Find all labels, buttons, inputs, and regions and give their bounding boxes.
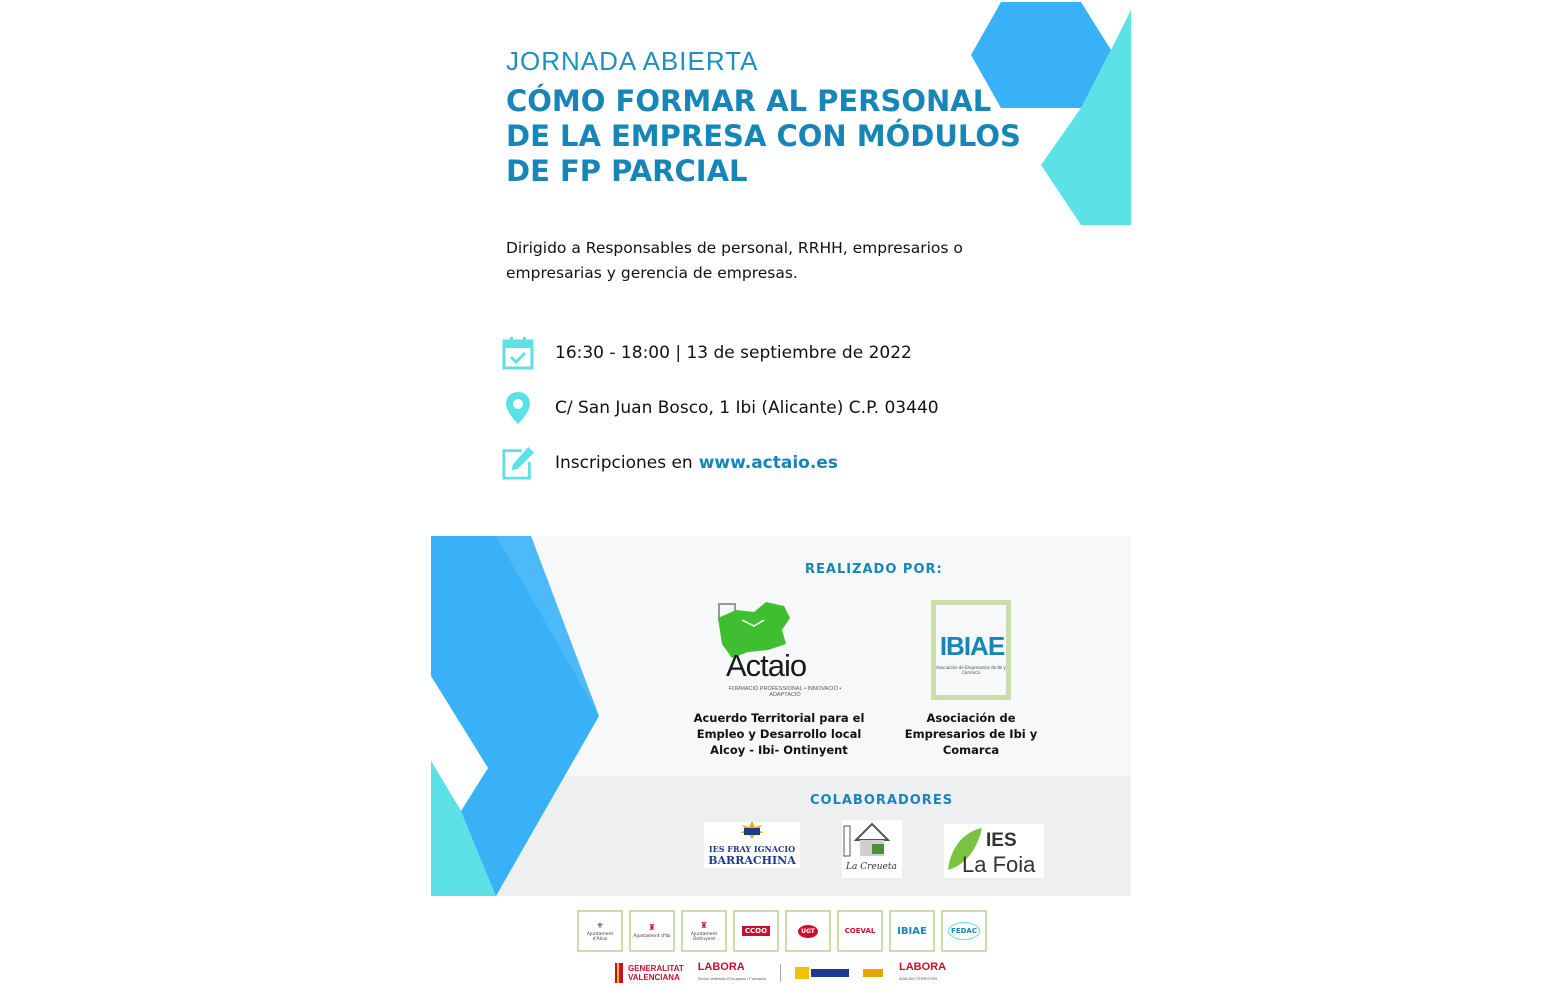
spain-ministry-logos (795, 966, 849, 980)
actaio-logo-word: Actaio (726, 648, 807, 683)
logo-la-creueta (842, 820, 902, 878)
sponsor-ibiae: IBIAE (889, 910, 935, 952)
registration-label: Inscripciones en (555, 453, 693, 473)
logo-ies-fray-ignacio (704, 822, 800, 868)
organizers-heading: REALIZADO POR: (805, 562, 943, 577)
organizer-actaio (689, 600, 869, 758)
calendar-check-icon (501, 334, 535, 372)
sponsor-alcoi: ⚜ Ajuntament d'Alcoi (577, 910, 623, 952)
sponsor-ugt: UGT (785, 910, 831, 952)
spain-employment-logo (863, 966, 885, 980)
ibiae-logo (931, 600, 1011, 700)
labora-avalem-logo: LABORA AVALEM TERRITORI (898, 961, 947, 981)
sponsor-logos (577, 910, 987, 952)
fray-star-icon (704, 822, 800, 838)
event-datetime: 16:30 - 18:00 | 13 de septiembre de 2022 (555, 343, 912, 363)
collaborators-heading: COLABORADORES (810, 793, 954, 808)
organizer-ibiae (896, 600, 1046, 758)
logo-ies-la-foia (944, 824, 1044, 878)
actaio-logo (714, 600, 844, 700)
info-location (501, 388, 1061, 428)
edit-pencil-icon (501, 444, 535, 482)
info-datetime (501, 333, 1061, 373)
target-audience: Dirigido a Responsables de personal, RRHH, empresarios o empresarias y gerencia de empresas. (506, 239, 963, 282)
sponsor-fedac: FEDAC (941, 910, 987, 952)
event-address: C/ San Juan Bosco, 1 Ibi (Alicante) C.P. 03440 (555, 398, 939, 418)
sponsor-ontinyent: ♜ Ajuntament Ontinyent (681, 910, 727, 952)
ibiae-logo-tagline: Asociación de Empresarios de Ibi y Comarca (936, 665, 1006, 675)
sponsor-ibi: ♜ Ajuntament d'Ibi (629, 910, 675, 952)
actaio-caption: Acuerdo Territorial para el Empleo y Desarrollo local Alcoy - Ibi- Ontinyent (693, 711, 865, 757)
registration-link[interactable]: www.actaio.es (698, 453, 838, 473)
actaio-logo-tagline: FORMACIÓ PROFESSIONAL • INNOVACIÓ • ADAPTACIÓ (728, 686, 842, 698)
map-pin-icon (501, 389, 535, 427)
ibiae-logo-word: IBIAE (939, 631, 1005, 661)
sponsor-coeval: COEVAL (837, 910, 883, 952)
event-type: JORNADA ABIERTA (506, 46, 759, 76)
ibiae-caption: Asociación de Empresarios de Ibi y Comarca (904, 711, 1038, 757)
government-logos (614, 961, 946, 985)
page-title: CÓMO FORMAR AL PERSONAL DE LA EMPRESA CON MÓDULOS DE FP PARCIAL (506, 84, 1021, 188)
fray-line2: BARRACHINA (708, 854, 796, 867)
generalitat-logo: GENERALITAT VALENCIANA (614, 961, 684, 985)
organizers-section (431, 536, 1131, 896)
la-creueta-name: La Creueta (846, 862, 897, 872)
divider (780, 964, 781, 982)
info-registration (501, 443, 1061, 483)
generalitat-shield-icon (614, 961, 624, 985)
la-foia-ies: IES (986, 830, 1017, 851)
la-foia-name: La Foia (962, 852, 1036, 877)
labora-logo: LABORA Servei Valencià d'Ocupació i Formació (697, 961, 766, 981)
sponsor-ccoo: CCOO (733, 910, 779, 952)
event-poster (431, 0, 1131, 1001)
fray-line1: IES FRAY IGNACIO (708, 844, 796, 854)
